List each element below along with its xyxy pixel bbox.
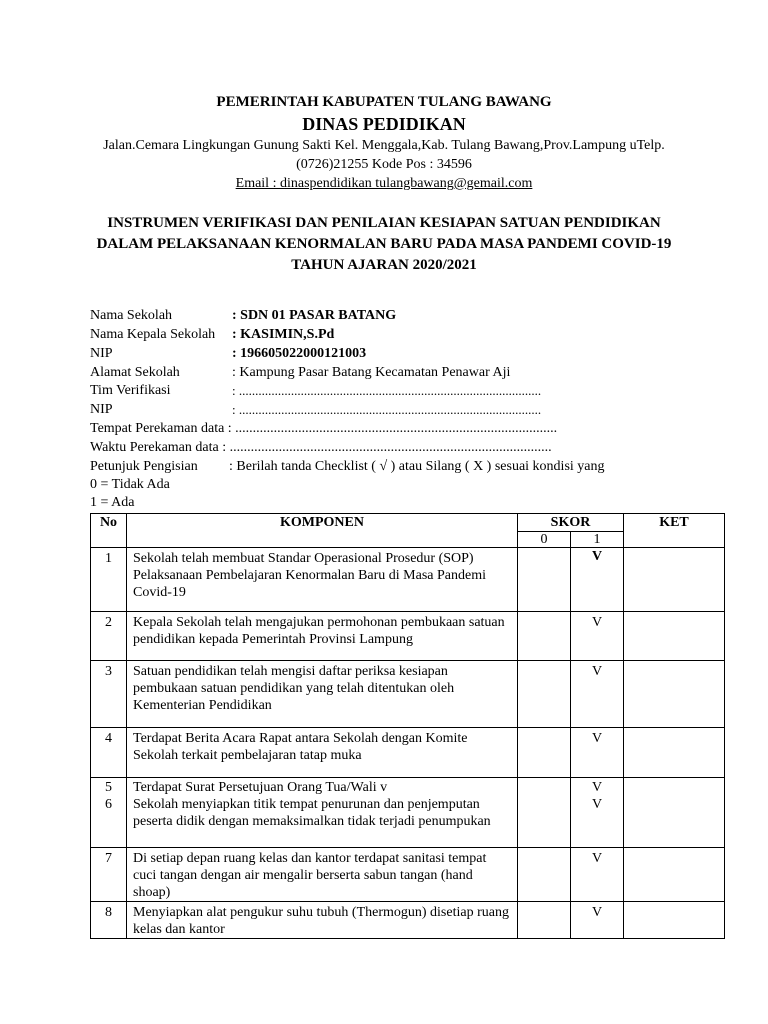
row-skor-1: V xyxy=(571,548,624,612)
field-value-nama-sekolah: : SDN 01 PASAR BATANG xyxy=(232,308,397,323)
field-label-nip: NIP xyxy=(90,346,113,361)
row-ket xyxy=(624,661,725,728)
row-skor-0 xyxy=(518,847,571,901)
field-value-nip: : 196605022000121003 xyxy=(232,346,367,361)
row-komponen: Sekolah menyiapkan titik tempat penurunan dan penjemputan peserta didik dengan memaksimalkan tidak terjadi penumpukan xyxy=(127,796,518,847)
table-header-row xyxy=(91,514,725,532)
field-value-tim-verifikasi: : ............................................................................................. xyxy=(232,383,542,398)
row-skor-1: V xyxy=(571,661,624,728)
row-komponen: Sekolah telah membuat Standar Operasional Prosedur (SOP) Pelaksanaan Pembelajaran Kenormalan Baru di Masa Pandemi Covid-19 xyxy=(127,548,518,612)
field-tempat-perekaman: Tempat Perekaman data : ............................................................................................ xyxy=(90,421,558,436)
header-no: No xyxy=(91,514,127,532)
row-no: 8 xyxy=(91,901,127,938)
doc-title-line2: DALAM PELAKSANAAN KENORMALAN BARU PADA MASA PANDEMI COVID-19 xyxy=(96,236,672,252)
table-row xyxy=(91,612,725,661)
petunjuk-value: : Berilah tanda Checklist ( √ ) atau Silang ( X ) sesuai kondisi yang xyxy=(229,459,605,474)
row-skor-0 xyxy=(518,548,571,612)
field-label-kepala-sekolah: Nama Kepala Sekolah xyxy=(90,327,216,342)
row-skor-0 xyxy=(518,901,571,938)
row-komponen: Menyiapkan alat pengukur suhu tubuh (Thermogun) disetiap ruang kelas dan kantor xyxy=(127,901,518,938)
table-row xyxy=(91,661,725,728)
row-no: 5 xyxy=(91,778,127,797)
table-row xyxy=(91,847,725,901)
row-no: 1 xyxy=(91,548,127,612)
field-label-alamat: Alamat Sekolah xyxy=(90,365,180,380)
row-skor-1: V xyxy=(571,847,624,901)
header-email-text: Email : dinaspendidikan tulangbawang@gemail.com xyxy=(235,176,533,191)
row-no: 6 xyxy=(91,796,127,847)
row-skor-1: V xyxy=(571,778,624,797)
legend-tidak-ada: 0 = Tidak Ada xyxy=(90,477,170,492)
header-ket: KET xyxy=(624,514,725,548)
row-ket xyxy=(624,796,725,847)
row-no: 7 xyxy=(91,847,127,901)
row-skor-1: V xyxy=(571,728,624,778)
row-ket xyxy=(624,901,725,938)
petunjuk-label: Petunjuk Pengisian xyxy=(90,459,198,474)
verification-table xyxy=(90,513,725,939)
row-skor-1: V xyxy=(571,901,624,938)
row-ket xyxy=(624,847,725,901)
row-skor-1: V xyxy=(571,796,624,847)
header-department: DINAS PEDIDIKAN xyxy=(302,114,466,134)
row-no: 2 xyxy=(91,612,127,661)
row-komponen: Di setiap depan ruang kelas dan kantor terdapat sanitasi tempat cuci tangan dengan air mengalir berserta sabun tangan (hand shoap) xyxy=(127,847,518,901)
row-ket xyxy=(624,548,725,612)
header-government: PEMERINTAH KABUPATEN TULANG BAWANG xyxy=(216,94,552,110)
table-row xyxy=(91,548,725,612)
row-ket xyxy=(624,778,725,797)
row-ket xyxy=(624,728,725,778)
row-komponen: Satuan pendidikan telah mengisi daftar periksa kesiapan pembukaan satuan pendidikan yang telah ditentukan oleh Kementerian Pendidikan xyxy=(127,661,518,728)
field-label-nama-sekolah: Nama Sekolah xyxy=(90,308,173,323)
table-row xyxy=(91,728,725,778)
header-no-cont xyxy=(91,532,127,548)
row-skor-0 xyxy=(518,796,571,847)
table-row xyxy=(91,796,725,847)
header-email xyxy=(0,176,768,192)
header-komponen-cont xyxy=(127,532,518,548)
table-row xyxy=(91,778,725,797)
row-ket xyxy=(624,612,725,661)
row-no: 3 xyxy=(91,661,127,728)
field-label-tim-verifikasi: Tim Verifikasi xyxy=(90,383,171,398)
header-komponen: KOMPONEN xyxy=(127,514,518,532)
field-waktu-perekaman: Waktu Perekaman data : ............................................................................................ xyxy=(90,440,552,455)
row-komponen: Terdapat Berita Acara Rapat antara Sekolah dengan Komite Sekolah terkait pembelajaran tatap muka xyxy=(127,728,518,778)
field-value-alamat: : Kampung Pasar Batang Kecamatan Penawar Aji xyxy=(232,365,511,380)
header-skor-0: 0 xyxy=(518,532,571,548)
row-skor-1: V xyxy=(571,612,624,661)
row-skor-0 xyxy=(518,661,571,728)
header-skor: SKOR xyxy=(518,514,624,532)
field-value-kepala-sekolah: : KASIMIN,S.Pd xyxy=(232,327,335,342)
doc-title-line1: INSTRUMEN VERIFIKASI DAN PENILAIAN KESIAPAN SATUAN PENDIDIKAN xyxy=(107,215,661,231)
row-no: 4 xyxy=(91,728,127,778)
field-value-nip-verifikator: : ............................................................................................. xyxy=(232,402,542,417)
table-row xyxy=(91,901,725,938)
field-label-nip-verifikator: NIP xyxy=(90,402,113,417)
row-komponen: Kepala Sekolah telah mengajukan permohonan pembukaan satuan pendidikan kepada Pemerintah Provinsi Lampung xyxy=(127,612,518,661)
row-skor-0 xyxy=(518,778,571,797)
row-komponen: Terdapat Surat Persetujuan Orang Tua/Wali v xyxy=(127,778,518,797)
row-skor-0 xyxy=(518,612,571,661)
header-address-line2: (0726)21255 Kode Pos : 34596 xyxy=(296,157,472,172)
doc-title-line3: TAHUN AJARAN 2020/2021 xyxy=(291,257,477,273)
header-address-line1: Jalan.Cemara Lingkungan Gunung Sakti Kel. Menggala,Kab. Tulang Bawang,Prov.Lampung uTelp. xyxy=(103,138,665,153)
row-skor-0 xyxy=(518,728,571,778)
header-skor-1: 1 xyxy=(571,532,624,548)
legend-ada: 1 = Ada xyxy=(90,495,135,510)
